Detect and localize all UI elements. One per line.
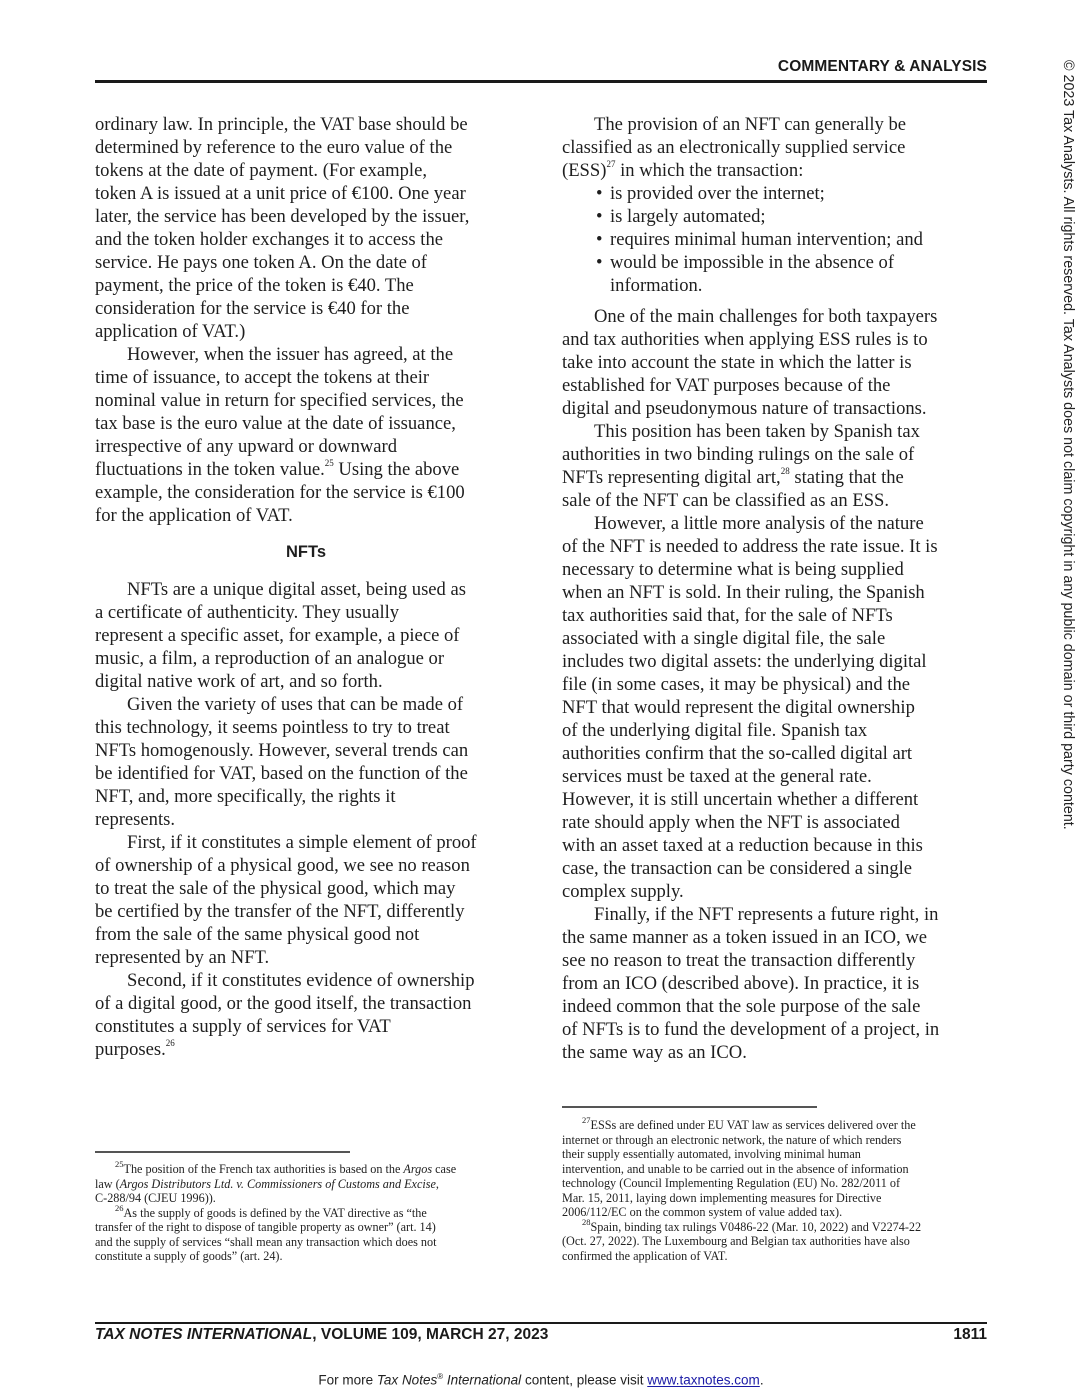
text-line: Second, if it constitutes evidence of ownership xyxy=(127,970,475,991)
footnote-28-line: $^{28}$Spain, binding tax rulings V0486-22 (Mar. 10, 2022) and V2274-22 xyxy=(582,1216,922,1234)
footnote-26-line: $^{26}$As the supply of goods is defined by the VAT directive as “the xyxy=(115,1202,427,1220)
text-line: the same way as an ICO. xyxy=(562,1042,747,1063)
promo-suffix: . xyxy=(759,1372,764,1388)
text-line: However, it is still uncertain whether a different xyxy=(562,789,919,810)
text-line: file (in some cases, it may be physical) and the xyxy=(562,674,911,695)
text-line: for the application of VAT. xyxy=(95,505,293,526)
footnote-25-line: C-288/94 (CJEU 1996)). xyxy=(95,1191,216,1205)
text-line: (ESS)$^{27}$ in which the transaction: xyxy=(562,159,804,181)
text-line: time of issuance, to accept the tokens at their xyxy=(95,367,430,388)
footnote-number: 26 xyxy=(115,1202,124,1213)
text-line: and the token holder exchanges it to access the xyxy=(95,229,443,250)
text-line: authorities confirm that the so-called digital art xyxy=(562,743,913,764)
footnote-ref-28[interactable]: 28 xyxy=(780,466,790,476)
text-line: complex supply. xyxy=(562,881,684,902)
text-line: to treat the sale of the physical good, which may xyxy=(95,878,456,899)
text-line: take into account the state in which the latter is xyxy=(562,352,912,373)
text-line: First, if it constitutes a simple element of proof xyxy=(127,832,477,853)
left-footnote-rule xyxy=(95,1151,350,1153)
footnote-26-line: and the supply of services “shall mean any transaction which does not xyxy=(95,1234,437,1249)
bullet-item: • is largely automated; xyxy=(596,206,766,227)
journal-title: TAX NOTES INTERNATIONAL xyxy=(95,1326,313,1343)
text-line: of a digital good, or the good itself, the transaction xyxy=(95,993,472,1014)
right-footnote-rule xyxy=(562,1106,817,1108)
text-line: payment, the price of the token is €40. The xyxy=(95,275,414,296)
footnote-27-line: their supply essentially automated, involving minimal human xyxy=(562,1147,861,1161)
text-line: indeed common that the sole purpose of the sale xyxy=(562,996,921,1017)
footnote-ref-25[interactable]: 25 xyxy=(324,458,334,468)
promo-prefix: For more xyxy=(318,1372,377,1388)
text-line: NFT that would represent the digital ownership xyxy=(562,697,915,718)
text-line: of ownership of a physical good, we see no reason xyxy=(95,855,470,876)
text-line: NFT, and, more specifically, the rights it xyxy=(95,786,396,807)
text-line: associated with a single digital file, the sale xyxy=(562,628,886,649)
text-line: with an asset taxed at a reduction because in this xyxy=(562,835,923,856)
text-line: digital and pseudonymous nature of transactions. xyxy=(562,398,927,419)
text-line: However, when the issuer has agreed, at the xyxy=(127,344,454,365)
text-line: be certified by the transfer of the NFT, differently xyxy=(95,901,465,922)
text-line: Finally, if the NFT represents a future right, in xyxy=(594,904,939,925)
header-rule xyxy=(95,80,987,83)
bullet-item: • requires minimal human intervention; and xyxy=(596,229,923,250)
footer-journal-citation xyxy=(95,1326,548,1344)
bullet-icon: • xyxy=(596,229,603,250)
text-line: the same manner as a token issued in an ICO, we xyxy=(562,927,928,948)
text-line: represented by an NFT. xyxy=(95,947,270,968)
text-line: The provision of an NFT can generally be xyxy=(594,114,907,135)
text-line: fluctuations in the token value.$^{25}$ Using the above xyxy=(95,458,460,480)
text-line: purposes.$^{26}$ xyxy=(95,1038,175,1060)
text-line: be identified for VAT, based on the function of the xyxy=(95,763,468,784)
bullet-icon: • xyxy=(596,252,603,273)
bullet-icon: • xyxy=(596,183,603,204)
journal-volume-date: , VOLUME 109, MARCH 27, 2023 xyxy=(312,1326,549,1343)
text-line: NFTs representing digital art,$^{28}$ stating that the xyxy=(562,466,904,488)
text-line: service. He pays one token A. On the date of xyxy=(95,252,427,273)
text-line: This position has been taken by Spanish tax xyxy=(594,421,920,442)
text-line: constitutes a supply of services for VAT xyxy=(95,1016,391,1037)
registered-mark: ® xyxy=(437,1372,444,1381)
footnote-25-line: $^{25}$The position of the French tax authorities is based on the Argos case xyxy=(115,1159,457,1176)
text-line: Given the variety of uses that can be made of xyxy=(127,694,464,715)
taxnotes-link[interactable]: www.taxnotes.com xyxy=(647,1372,760,1388)
text-line: a certificate of authenticity. They usually xyxy=(95,602,400,623)
page-number: 1811 xyxy=(953,1326,987,1343)
text-line: tax authorities said that, for the sale of NFTs xyxy=(562,605,893,626)
text-line: sale of the NFT can be classified as an ESS. xyxy=(562,490,890,511)
promo-line xyxy=(0,1372,1082,1388)
text-line: tokens at the date of payment. (For example, xyxy=(95,160,428,181)
footnote-number: 27 xyxy=(582,1115,591,1125)
text-line: represent a specific asset, for example, a piece of xyxy=(95,625,460,646)
footer-rule xyxy=(95,1322,987,1324)
copyright-notice: © 2023 Tax Analysts. All rights reserved. Tax Analysts does not claim copyright in any public domain or third party content. xyxy=(1060,60,1076,830)
text-line: digital native work of art, and so forth. xyxy=(95,671,383,692)
text-line: this technology, it seems pointless to try to treat xyxy=(95,717,450,738)
text-line: of the NFT is needed to address the rate issue. It is xyxy=(562,536,938,557)
text-line: later, the service has been developed by the issuer, xyxy=(95,206,470,227)
text-line: rate should apply when the NFT is associated xyxy=(562,812,900,833)
text-line: consideration for the service is €40 for the xyxy=(95,298,410,319)
text-line: of NFTs is to fund the development of a project, in xyxy=(562,1019,940,1040)
text-line: music, a film, a reproduction of an analogue or xyxy=(95,648,445,669)
text-line: services must be taxed at the general rate. xyxy=(562,766,872,787)
bullet-item: • is provided over the internet; xyxy=(596,183,825,204)
footnote-number: 25 xyxy=(115,1159,124,1169)
footnote-28-line: confirmed the application of VAT. xyxy=(562,1248,728,1263)
bullet-item: information. xyxy=(610,275,703,296)
text-line: represents. xyxy=(95,809,176,830)
text-line: authorities in two binding rulings on the sale of xyxy=(562,444,915,465)
footnote-27-line: technology (Council Implementing Regulation (EU) No. 282/2011 of xyxy=(562,1176,901,1190)
text-line: see no reason to treat the transaction differently xyxy=(562,950,916,971)
footnote-26-line: constitute a supply of goods” (art. 24). xyxy=(95,1249,283,1263)
text-line: established for VAT purposes because of the xyxy=(562,375,891,396)
footnote-ref-27[interactable]: 27 xyxy=(606,159,616,169)
running-head-section-label: COMMENTARY & ANALYSIS xyxy=(777,58,987,75)
text-line: when an NFT is sold. In their ruling, the Spanish xyxy=(562,582,925,603)
text-line: token A is issued at a unit price of €100. One year xyxy=(95,183,466,204)
promo-publication: Tax Notes xyxy=(376,1372,438,1388)
text-line: of the underlying digital file. Spanish tax xyxy=(562,720,868,741)
text-line: from an ICO (described above). In practice, it is xyxy=(562,973,920,994)
text-line: NFTs are a unique digital asset, being used as xyxy=(127,579,466,600)
text-line: includes two digital assets: the underlying digital xyxy=(562,651,927,672)
footnote-number: 28 xyxy=(582,1216,591,1227)
text-line: However, a little more analysis of the nature xyxy=(594,513,924,534)
footnote-28-line: (Oct. 27, 2022). The Luxembourg and Belgian tax authorities have also xyxy=(562,1234,910,1248)
text-line: irrespective of any upward or downward xyxy=(95,436,398,457)
promo-publication-suffix: International xyxy=(443,1372,522,1388)
footnote-27-line: $^{27}$ESSs are defined under EU VAT law as services delivered over the xyxy=(582,1115,916,1132)
footnote-27-line: intervention, and unable to be carried out in the absence of information xyxy=(562,1161,909,1176)
text-line: example, the consideration for the service is €100 xyxy=(95,482,465,503)
text-line: from the sale of the same physical good not xyxy=(95,924,420,945)
text-line: tax base is the euro value at the date of issuance, xyxy=(95,413,456,434)
text-line: necessary to determine what is being supplied xyxy=(562,559,904,580)
section-heading-nfts: NFTs xyxy=(285,543,327,561)
text-line: classified as an electronically supplied service xyxy=(562,137,906,158)
promo-middle: content, please visit xyxy=(521,1372,648,1388)
text-line: One of the main challenges for both taxpayers xyxy=(594,306,938,327)
footnote-ref-26[interactable]: 26 xyxy=(165,1038,175,1048)
text-line: application of VAT.) xyxy=(95,321,246,342)
text-line: case, the transaction can be considered a single xyxy=(562,858,913,879)
footnote-26-line: transfer of the right to dispose of tangible property as owner” (art. 14) xyxy=(95,1220,436,1234)
footnote-25-line: law (Argos Distributors Ltd. v. Commissioners of Customs and Excise, xyxy=(95,1176,439,1191)
text-line: ordinary law. In principle, the VAT base should be xyxy=(95,114,468,135)
footnote-27-line: Mar. 15, 2011, laying down implementing measures for Directive xyxy=(562,1190,882,1205)
text-line: NFTs homogenously. However, several trends can xyxy=(95,740,469,761)
bullet-item: • would be impossible in the absence of xyxy=(596,252,895,273)
text-line: nominal value in return for specified services, the xyxy=(95,390,464,411)
bullet-icon: • xyxy=(596,206,603,227)
footnote-27-line: 2006/112/EC on the common system of value added tax). xyxy=(562,1205,843,1219)
footnote-27-line: internet or through an electronic network, the nature of which renders xyxy=(562,1132,902,1147)
text-line: and tax authorities when applying ESS rules is to xyxy=(562,329,928,350)
text-line: determined by reference to the euro value of the xyxy=(95,137,453,158)
